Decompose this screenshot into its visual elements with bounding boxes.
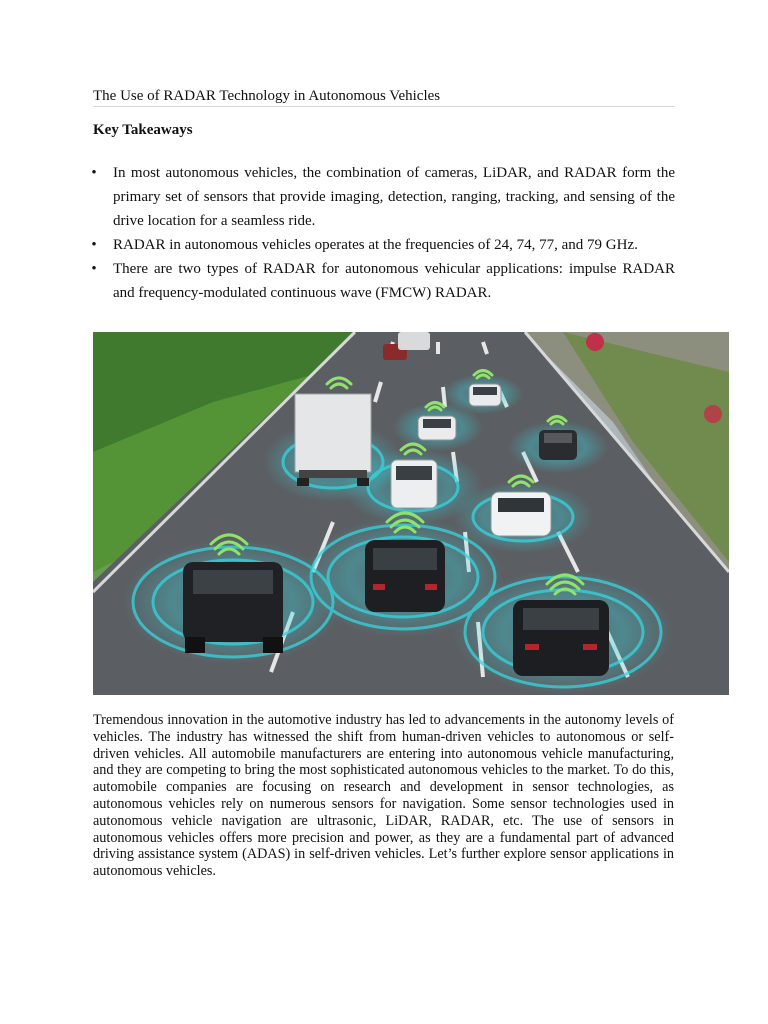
autonomous-traffic-radar-illustration <box>93 332 729 695</box>
list-item <box>93 161 675 233</box>
list-item <box>93 233 675 257</box>
body-paragraph: Tremendous innovation in the automotive industry has led to advancements in the autonomy levels of vehicles. The industry has witnessed the shift from human-driven vehicles to autonomous or self-driven vehicles. All automobile manufacturers are entering into autonomous vehicle manufacturing, and they are competing to bring the most sophisticated autonomous vehicles to the market. To do this, automobile companies are focusing on research and development in sensor technologies, as autonomous vehicles rely on numerous sensors for navigation. Some sensor technologies used in autonomous vehicle navigation are ultrasonic, LiDAR, RADAR, etc. The use of sensors in autonomous vehicles offers more precision and power, as they are a fundamental part of advanced driving assistance system (ADAS) in self-driven vehicles. Let’s further explore sensor applications in autonomous vehicles. <box>93 712 674 880</box>
takeaway-text: RADAR in autonomous vehicles operates at the frequencies of 24, 74, 77, and 79 GHz. <box>113 237 638 253</box>
dark-suv-center <box>365 540 445 612</box>
white-van <box>391 460 437 508</box>
road-sign <box>586 333 604 351</box>
road-sign <box>704 405 722 423</box>
truck <box>295 394 371 486</box>
takeaway-text: There are two types of RADAR for autonomous vehicular applications: impulse RADAR and frequency-modulated continuous wave (FMCW) RADAR. <box>113 261 675 301</box>
bullet-icon: • <box>91 261 97 277</box>
key-takeaways-list <box>93 161 675 305</box>
dark-sedan-right <box>513 600 609 676</box>
document-title: The Use of RADAR Technology in Autonomous Vehicles <box>93 87 675 107</box>
white-car <box>491 492 551 536</box>
bullet-icon: • <box>91 165 97 181</box>
takeaway-text: In most autonomous vehicles, the combination of cameras, LiDAR, and RADAR form the primary set of sensors that provide imaging, detection, ranging, tracking, and sensing of the drive location for a seamless ride. <box>113 165 675 229</box>
bullet-icon: • <box>91 237 97 253</box>
section-heading: Key Takeaways <box>93 122 193 138</box>
dark-suv-left <box>183 562 283 653</box>
radar-scene-illustration <box>93 332 729 695</box>
list-item <box>93 257 675 305</box>
